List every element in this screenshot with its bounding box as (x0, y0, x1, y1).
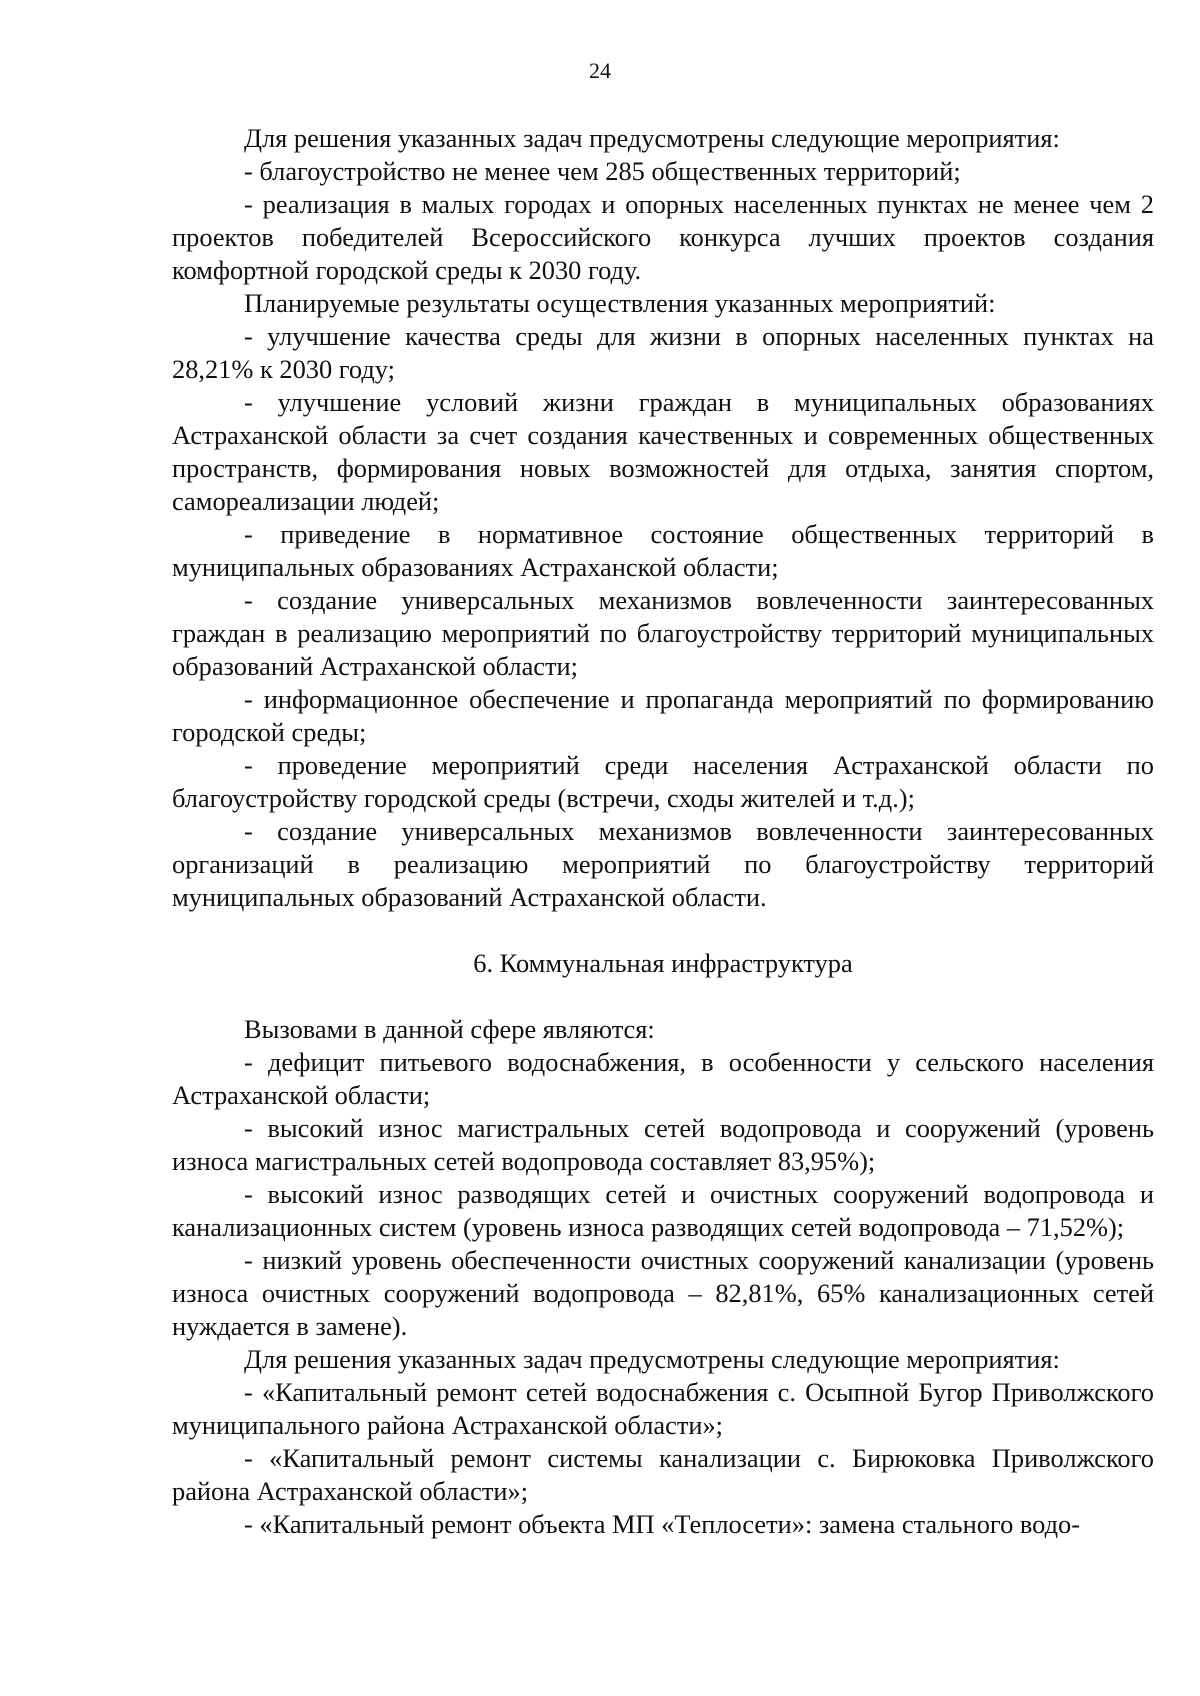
list-item: - низкий уровень обеспеченности очистных сооружений канализации (уровень износа очистных сооружений водопровода – 82,81%, 65% канализационных сетей нуждается в замене). (172, 1245, 1154, 1341)
section-heading: 6. Коммунальная инфраструктура (473, 948, 853, 978)
list-item: - высокий износ магистральных сетей водопровода и сооружений (уровень износа магистральных сетей водопровода составляет 83,95%); (172, 1113, 1154, 1176)
list-item: - дефицит питьевого водоснабжения, в особенности у сельского населения Астраханской области; (172, 1047, 1154, 1110)
list-item: - благоустройство не менее чем 285 общественных территорий; (244, 156, 961, 186)
paragraph: Вызовами в данной сфере являются: (244, 1014, 655, 1044)
list-item: - проведение мероприятий среди населения Астраханской области по благоустройству городской среды (встречи, сходы жителей и т.д.); (172, 750, 1154, 813)
list-item: - «Капитальный ремонт сетей водоснабжения с. Осыпной Бугор Приволжского муниципального района Астраханской области»; (172, 1377, 1154, 1440)
list-item: - реализация в малых городах и опорных населенных пунктах не менее чем 2 проектов победителей Всероссийского конкурса лучших проектов создания комфортной городской среды к 2030 году. (172, 189, 1154, 285)
list-item: - приведение в нормативное состояние общественных территорий в муниципальных образованиях Астраханской области; (172, 519, 1154, 582)
document-body (172, 122, 1154, 1541)
list-item: - создание универсальных механизмов вовлеченности заинтересованных организаций в реализацию мероприятий по благоустройству территорий муниципальных образований Астраханской области. (172, 816, 1154, 912)
list-item: - высокий износ разводящих сетей и очистных сооружений водопровода и канализационных систем (уровень износа разводящих сетей водопровода – 71,52%); (172, 1179, 1154, 1242)
paragraph: Для решения указанных задач предусмотрены следующие мероприятия: (244, 123, 1060, 153)
list-item: - информационное обеспечение и пропаганда мероприятий по формированию городской среды; (172, 684, 1154, 747)
list-item: - «Капитальный ремонт объекта МП «Теплосети»: замена стального водо- (244, 1509, 1080, 1539)
list-item: - улучшение условий жизни граждан в муниципальных образованиях Астраханской области за счет создания качественных и современных общественных пространств, формирования новых возможностей для отдыха, занятия спортом, самореализации людей; (172, 387, 1154, 516)
paragraph: Для решения указанных задач предусмотрены следующие мероприятия: (244, 1344, 1060, 1374)
list-item: - создание универсальных механизмов вовлеченности заинтересованных граждан в реализацию мероприятий по благоустройству территорий муниципальных образований Астраханской области; (172, 585, 1154, 681)
list-item: - «Капитальный ремонт системы канализации с. Бирюковка Приволжского района Астраханской области»; (172, 1443, 1154, 1506)
paragraph: Планируемые результаты осуществления указанных мероприятий: (244, 288, 996, 318)
list-item: - улучшение качества среды для жизни в опорных населенных пунктах на 28,21% к 2030 году; (172, 321, 1154, 384)
page-number: 24 (589, 58, 611, 83)
